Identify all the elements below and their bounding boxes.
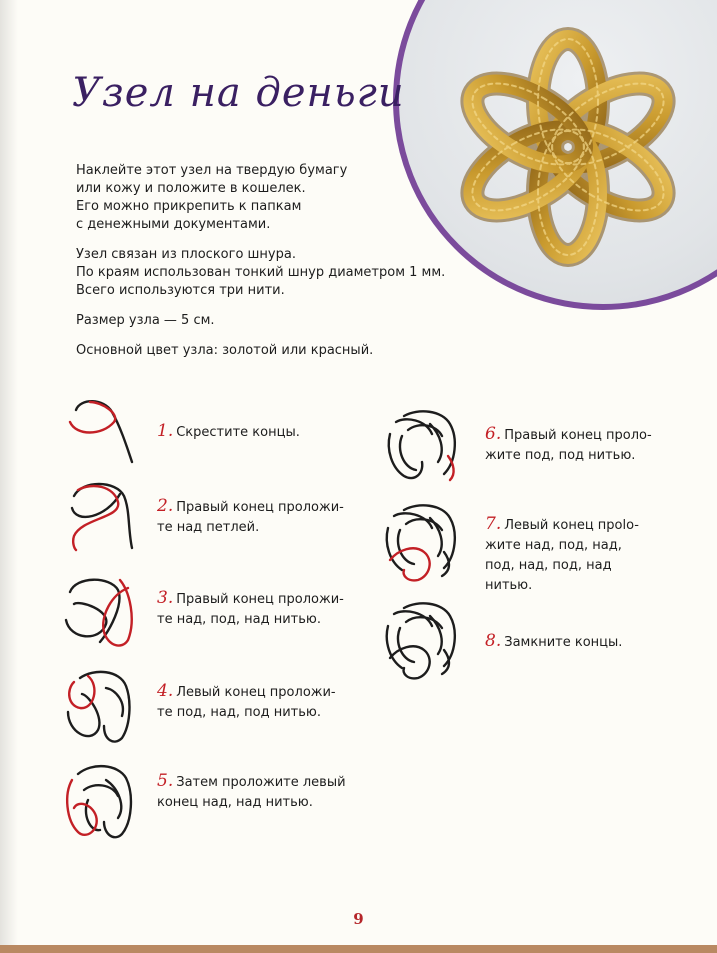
step-4-diagram-icon — [60, 666, 146, 746]
page-bottom-edge — [0, 945, 717, 953]
page-gutter-shadow — [0, 0, 18, 953]
step-6-diagram-icon — [382, 406, 468, 486]
step-3-diagram-icon — [60, 570, 146, 652]
step-number: 5. — [157, 771, 174, 791]
step-8-text — [485, 631, 622, 653]
step-7-diagram-icon — [380, 500, 470, 586]
step-instruction: Замкните концы. — [504, 635, 623, 650]
step-2-text — [157, 496, 344, 538]
step-1-diagram-icon — [62, 396, 142, 468]
step-number: 4. — [157, 681, 174, 701]
step-number: 2. — [157, 496, 174, 516]
step-5-diagram-icon — [60, 760, 146, 842]
step-3-text — [157, 588, 344, 630]
step-instruction: Левый конец прolo- жите над, под, над, под, над, под, над нитью. — [485, 518, 640, 593]
step-instruction: Скрестите концы. — [176, 425, 300, 440]
step-number: 8. — [485, 631, 502, 651]
intro-text — [76, 162, 456, 372]
step-6-text — [485, 424, 652, 466]
step-number: 3. — [157, 588, 174, 608]
page-number: 9 — [353, 910, 364, 928]
step-instruction: Правый конец проложи- те над петлей. — [157, 500, 344, 535]
intro-paragraph: Размер узла — 5 см. — [76, 313, 215, 328]
gold-knot-photo-icon — [443, 22, 693, 272]
step-2-diagram-icon — [62, 478, 142, 554]
step-number: 6. — [485, 424, 502, 444]
step-1-text — [157, 421, 300, 443]
step-8-diagram-icon — [380, 598, 470, 684]
step-number: 1. — [157, 421, 174, 441]
step-number: 7. — [485, 514, 502, 534]
intro-paragraph: Основной цвет узла: золотой или красный. — [76, 343, 374, 358]
step-instruction: Правый конец проложи- те над, под, над нитью. — [157, 592, 344, 627]
step-4-text — [157, 681, 336, 723]
step-instruction: Затем проложите левый конец над, над нитью. — [157, 775, 346, 810]
intro-paragraph: Наклейте этот узел на твердую бумагу или кожу и положите в кошелек. Его можно прикрепить к папкам с денежными документами. — [76, 163, 348, 232]
step-7-text — [485, 514, 639, 596]
intro-paragraph: Узел связан из плоского шнура. По краям использован тонкий шнур диаметром 1 мм. Всего используются три нити. — [76, 247, 446, 298]
page-title: Узел на деньги — [72, 70, 405, 116]
step-instruction: Левый конец проложи- те под, над, под нитью. — [157, 685, 336, 720]
step-5-text — [157, 771, 346, 813]
step-instruction: Правый конец проло- жите под, под нитью. — [485, 428, 652, 463]
